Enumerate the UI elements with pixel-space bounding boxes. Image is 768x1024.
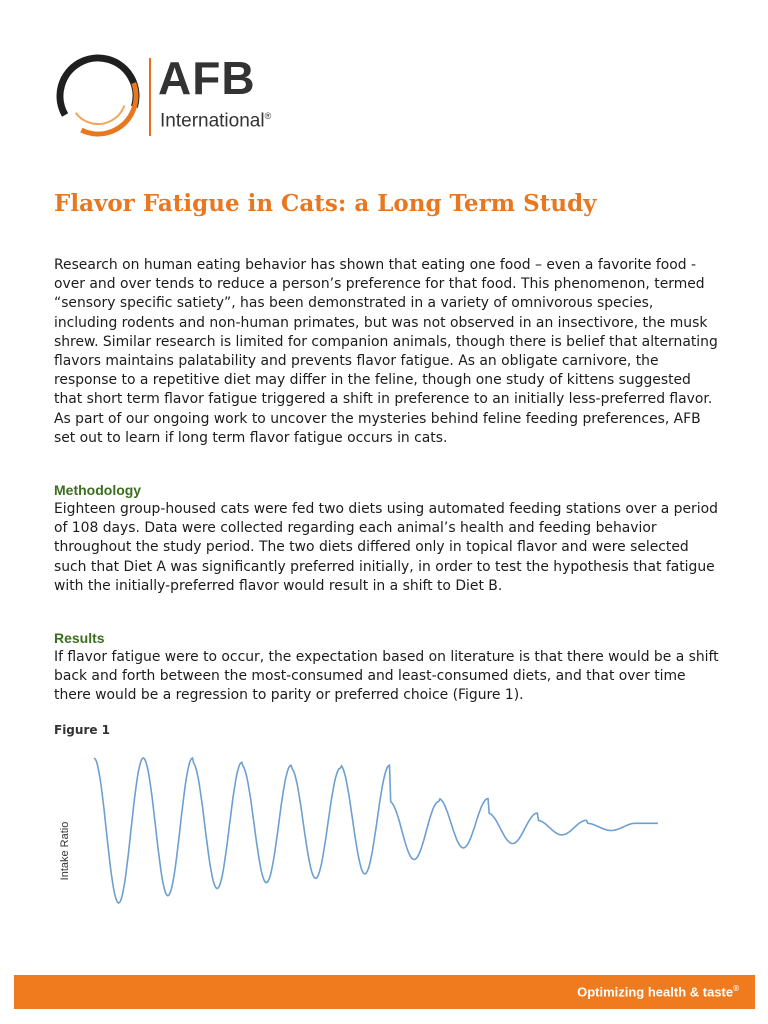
- logo-subtitle: [160, 106, 271, 131]
- footer-registered-mark: ®: [733, 984, 739, 993]
- figure-1-chart: [80, 748, 700, 913]
- methodology-paragraph: Eighteen group-housed cats were fed two diets using automated feeding stations over a period of 108 days. Data were collected regarding each animal’s health and feeding behavior throughout the study period. The two diets differed only in topical flavor and were selected such that Diet A was significantly preferred initially, in order to test the hypothesis that fatigue with the initially-preferred flavor would result in a shift to Diet B.: [54, 501, 718, 594]
- intake-ratio-series-line: [94, 758, 658, 903]
- footer-tagline: [577, 984, 739, 999]
- intro-paragraph: Research on human eating behavior has shown that eating one food – even a favorite food - over and over tends to reduce a person’s preference for that food. This phenomenon, termed “sensory specific satiety”, has been demonstrated in a variety of omnivorous species, including rodents and non-human primates, but was not observed in an insectivore, the musk shrew. Similar research is limited for companion animals, though there is belief that alternating flavors maintains palatability and prevents flavor fatigue. As an obligate carnivore, the response to a repetitive diet may differ in the feline, though one study of kittens suggested that short term flavor fatigue triggered a shift in preference to an initially less-preferred flavor. As part of our ongoing work to uncover the mysteries behind feline feeding preferences, AFB set out to learn if long term flavor fatigue occurs in cats.: [54, 257, 718, 446]
- results-paragraph: If flavor fatigue were to occur, the expectation based on literature is that there would be a shift back and forth between the most-consumed and least-consumed diets, and that over time there would be a regression to parity or preferred choice (Figure 1).: [54, 649, 719, 704]
- afb-ring-logo-icon: [54, 46, 146, 146]
- results-heading: Results: [54, 630, 105, 646]
- logo-registered-mark: ®: [264, 111, 272, 121]
- logo-subtitle-text: International: [160, 110, 265, 132]
- methodology-heading: Methodology: [54, 482, 142, 498]
- footer-bar: [14, 975, 755, 1009]
- document-title: Flavor Fatigue in Cats: a Long Term Study: [54, 190, 597, 217]
- figure-label: Figure 1: [54, 723, 111, 737]
- footer-tagline-text: Optimizing health & taste: [577, 984, 734, 1000]
- afb-logo: [54, 46, 294, 146]
- logo-brand: AFB: [158, 52, 256, 104]
- chart-y-axis-label: Intake Ratio: [59, 821, 71, 881]
- logo-divider: [149, 58, 151, 136]
